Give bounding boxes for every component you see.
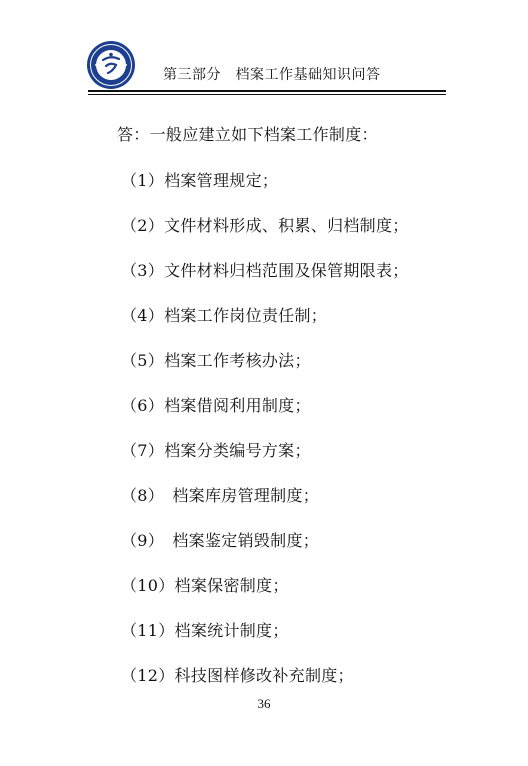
list-item: （11）档案统计制度； [121, 621, 289, 640]
list-item: （4）档案工作岗位责任制； [121, 306, 328, 325]
answer-intro: 答：一般应建立如下档案工作制度： [117, 125, 378, 144]
list-item: （9） 档案鉴定销毁制度； [121, 531, 320, 550]
list-item: （5）档案工作考核办法； [121, 351, 311, 370]
header-rule-thick [88, 90, 446, 92]
list-item: （1）档案管理规定； [121, 171, 279, 190]
list-item: （2）文件材料形成、积累、归档制度； [121, 216, 409, 235]
list-item: （7）档案分类编号方案； [121, 441, 311, 460]
list-item: （10）档案保密制度； [121, 576, 289, 595]
university-logo-icon [86, 40, 136, 90]
list-item: （8） 档案库房管理制度； [121, 486, 320, 505]
list-item: （6）档案借阅利用制度； [121, 396, 311, 415]
page-number: 36 [257, 696, 271, 711]
list-item: （12）科技图样修改补充制度； [121, 666, 354, 685]
list-item: （3）文件材料归档范围及保管期限表； [121, 261, 409, 280]
header-rule-thin [88, 94, 446, 95]
running-header-title: 第三部分 档案工作基础知识问答 [163, 67, 381, 83]
